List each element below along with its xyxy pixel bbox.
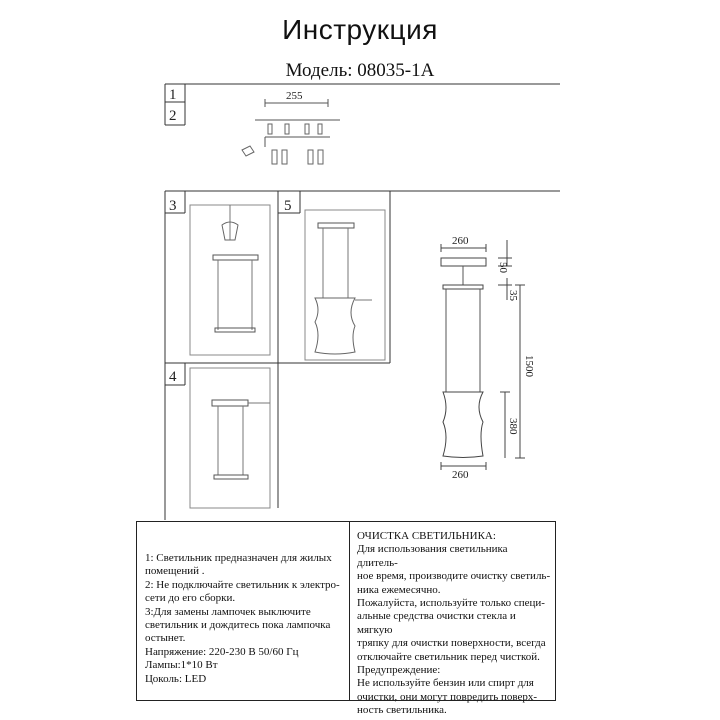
step-4-label: 4 <box>169 369 177 385</box>
dimension-shade-width: 260 <box>452 469 469 481</box>
cleaning-notes <box>349 522 557 717</box>
cleaning-line: Не используйте бензин или спирт для <box>357 677 534 690</box>
dimension-shade-height: 380 <box>507 418 519 435</box>
usage-line: Цоколь: LED <box>145 672 207 685</box>
cleaning-line: ность светильника. <box>357 704 447 717</box>
usage-line: Напряжение: 220-230 В 50/60 Гц <box>145 645 299 658</box>
step-5-label: 5 <box>284 198 292 214</box>
model-number: Модель: 08035-1А <box>285 60 435 81</box>
usage-line: светильник и дождитесь пока лампочка <box>145 619 331 632</box>
dimension-canopy-width: 260 <box>452 235 469 247</box>
cleaning-line: ника ежемесячно. <box>357 583 441 596</box>
usage-notes <box>137 522 349 700</box>
cleaning-line: тряпку для очистки поверхности, всегда <box>357 637 546 650</box>
usage-line: 1: Светильник предназначен для жилых <box>145 552 332 564</box>
usage-line: Лампы:1*10 Вт <box>145 659 218 672</box>
dimension-canopy-height: 50 <box>497 262 509 273</box>
step-1-label: 1 <box>169 87 177 103</box>
cleaning-line: Предупреждение: <box>357 664 441 677</box>
dimension-total-height: 1500 <box>523 355 535 377</box>
dimension-canopy-offset: 35 <box>507 290 519 301</box>
usage-line: остынет. <box>145 632 186 645</box>
step-2-label: 2 <box>169 108 177 124</box>
cleaning-line: Для использования светильника длитель- <box>357 543 508 569</box>
usage-line: помещений . <box>145 565 205 578</box>
cleaning-line: ОЧИСТКА СВЕТИЛЬНИКА: <box>357 530 496 542</box>
cleaning-line: альные средства очистки стекла и мягкую <box>357 610 516 636</box>
page-title: Инструкция <box>282 14 438 45</box>
usage-line: 3:Для замены лампочек выключите <box>145 605 311 618</box>
info-panel <box>136 521 556 717</box>
dimension-top-width: 255 <box>286 90 303 102</box>
cleaning-line: отключайте светильник перед чисткой. <box>357 650 540 663</box>
cleaning-line: ное время, производите очистку светиль- <box>357 570 551 583</box>
usage-line: 2: Не подключайте светильник к электро- <box>145 578 340 591</box>
step-3-label: 3 <box>169 198 177 214</box>
usage-line: сети до его сборки. <box>145 592 236 605</box>
cleaning-line: Пожалуйста, используйте только специ- <box>357 597 545 610</box>
cleaning-line: очистки, они могут повредить поверх- <box>357 690 538 703</box>
